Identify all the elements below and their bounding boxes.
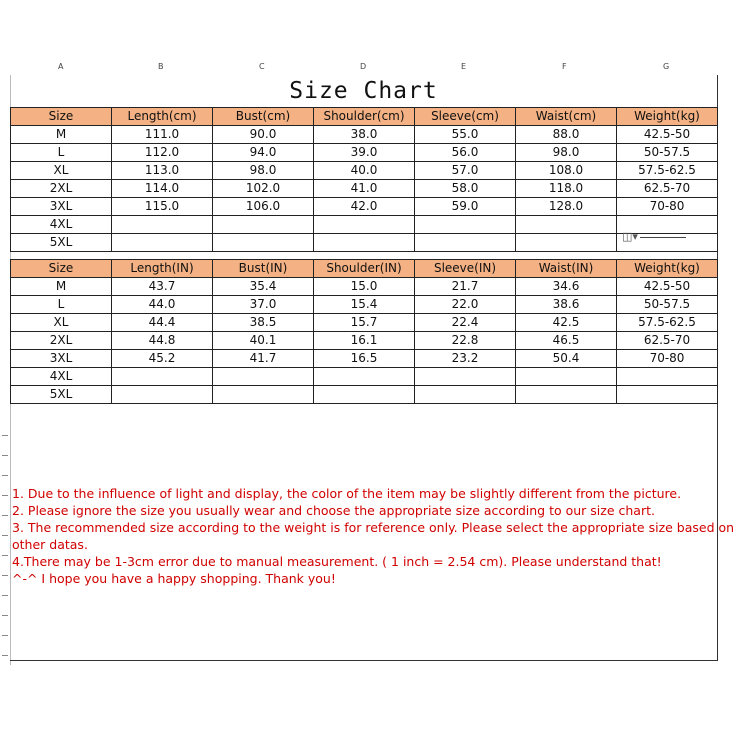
column-header-cell[interactable]: Waist(IN)	[516, 260, 617, 278]
table-cell[interactable]: 15.4	[314, 296, 415, 314]
table-cell[interactable]: 2XL	[11, 332, 112, 350]
table-row	[11, 332, 718, 350]
table-cell[interactable]: L	[11, 296, 112, 314]
table-cell[interactable]: 22.4	[415, 314, 516, 332]
table-cell[interactable]: 5XL	[11, 234, 112, 252]
table-cell[interactable]: 114.0	[112, 180, 213, 198]
table-cell[interactable]	[112, 386, 213, 404]
column-header-cell[interactable]: Weight(kg)	[617, 108, 718, 126]
table-cell[interactable]: 70-80	[617, 350, 718, 368]
page-title: Size Chart	[289, 78, 438, 104]
table-cell[interactable]: 57.5-62.5	[617, 162, 718, 180]
table-cell[interactable]	[314, 386, 415, 404]
table-cell[interactable]: 4XL	[11, 216, 112, 234]
table-row	[11, 198, 718, 216]
table-cell[interactable]: 3XL	[11, 350, 112, 368]
table-cell[interactable]: 34.6	[516, 278, 617, 296]
column-header[interactable]: A	[58, 62, 64, 71]
paste-options-icon: ◫▾	[622, 230, 638, 243]
table-cell[interactable]	[415, 216, 516, 234]
table-cell[interactable]: 16.1	[314, 332, 415, 350]
table-cell[interactable]	[516, 368, 617, 386]
table-cell[interactable]: 38.6	[516, 296, 617, 314]
table-cell[interactable]: 106.0	[213, 198, 314, 216]
table-cell[interactable]	[415, 234, 516, 252]
note-line: 1. Due to the influence of light and display, the color of the item may be slightly different from the picture.	[12, 486, 682, 501]
column-header-cell[interactable]: Length(cm)	[112, 108, 213, 126]
table-cell[interactable]: 4XL	[11, 368, 112, 386]
table-cell[interactable]: 43.7	[112, 278, 213, 296]
column-header-cell[interactable]: Size	[11, 108, 112, 126]
table-cell[interactable]: 59.0	[415, 198, 516, 216]
table-row	[11, 296, 718, 314]
table-row	[11, 350, 718, 368]
table-cell[interactable]: 42.0	[314, 198, 415, 216]
table-cell[interactable]: 88.0	[516, 126, 617, 144]
table-row	[11, 180, 718, 198]
table-header-row	[11, 108, 718, 126]
table-cell[interactable]	[415, 368, 516, 386]
table-cell[interactable]: 118.0	[516, 180, 617, 198]
table-cell[interactable]: 56.0	[415, 144, 516, 162]
column-header-bar	[0, 60, 720, 75]
column-header[interactable]: E	[461, 62, 467, 71]
table-cell[interactable]: 55.0	[415, 126, 516, 144]
table-cell[interactable]: 37.0	[213, 296, 314, 314]
table-cell[interactable]: 113.0	[112, 162, 213, 180]
table-cell[interactable]	[314, 368, 415, 386]
column-header-cell[interactable]: Bust(cm)	[213, 108, 314, 126]
table-cell[interactable]: 45.2	[112, 350, 213, 368]
table-cell[interactable]: 21.7	[415, 278, 516, 296]
table-cell[interactable]	[112, 234, 213, 252]
notes-block	[12, 485, 735, 587]
table-cell[interactable]	[213, 234, 314, 252]
table-cell[interactable]	[112, 216, 213, 234]
table-cell[interactable]: 40.1	[213, 332, 314, 350]
table-cell[interactable]: L	[11, 144, 112, 162]
table-row	[11, 234, 718, 252]
column-header[interactable]: G	[663, 62, 670, 71]
table-cell[interactable]: M	[11, 126, 112, 144]
column-header[interactable]: F	[562, 62, 567, 71]
note-line: 4.There may be 1-3cm error due to manual measurement. ( 1 inch = 2.54 cm). Please understand that!	[12, 554, 662, 569]
column-header-cell[interactable]: Waist(cm)	[516, 108, 617, 126]
table-cell[interactable]	[213, 368, 314, 386]
table-cell[interactable]: XL	[11, 314, 112, 332]
table-row	[11, 278, 718, 296]
note-line: 2. Please ignore the size you usually wear and choose the appropriate size according to our size chart.	[12, 503, 655, 518]
table-cell[interactable]: 115.0	[112, 198, 213, 216]
paste-options-button[interactable]	[622, 230, 686, 243]
table-cell[interactable]: 3XL	[11, 198, 112, 216]
table-cell[interactable]	[516, 234, 617, 252]
table-cell[interactable]: 22.0	[415, 296, 516, 314]
table-row	[11, 144, 718, 162]
table-cell[interactable]: 50-57.5	[617, 144, 718, 162]
table-cell[interactable]: 111.0	[112, 126, 213, 144]
table-cell[interactable]: 112.0	[112, 144, 213, 162]
note-line: 3. The recommended size according to the weight is for reference only. Please select the appropriate size based on	[12, 520, 735, 535]
table-cell[interactable]	[516, 386, 617, 404]
column-header[interactable]: B	[158, 62, 164, 71]
column-header[interactable]: D	[360, 62, 367, 71]
table-cell[interactable]: 50.4	[516, 350, 617, 368]
table-cell[interactable]: 16.5	[314, 350, 415, 368]
table-cell[interactable]: 98.0	[516, 144, 617, 162]
table-cell[interactable]: 108.0	[516, 162, 617, 180]
note-line: ^-^ I hope you have a happy shopping. Thank you!	[12, 571, 336, 586]
table-cell[interactable]: 44.8	[112, 332, 213, 350]
column-header-cell[interactable]: Weight(kg)	[617, 260, 718, 278]
column-header[interactable]: C	[259, 62, 265, 71]
table-cell[interactable]: 23.2	[415, 350, 516, 368]
table-header-row	[11, 260, 718, 278]
table-cell[interactable]: 15.0	[314, 278, 415, 296]
note-line: other datas.	[12, 537, 88, 552]
spreadsheet-grid	[10, 75, 735, 661]
table-cell[interactable]: 50-57.5	[617, 296, 718, 314]
table-cell[interactable]: 62.5-70	[617, 180, 718, 198]
table-cell[interactable]: 70-80	[617, 198, 718, 216]
table-cell[interactable]: 15.7	[314, 314, 415, 332]
table-row	[11, 216, 718, 234]
table-cell[interactable]: 57.0	[415, 162, 516, 180]
table-cell[interactable]	[516, 216, 617, 234]
table-cell[interactable]: 44.0	[112, 296, 213, 314]
table-cell[interactable]	[617, 386, 718, 404]
table-cell[interactable]: 44.4	[112, 314, 213, 332]
table-cell[interactable]: 2XL	[11, 180, 112, 198]
table-cell[interactable]: 35.4	[213, 278, 314, 296]
table-cell[interactable]	[314, 234, 415, 252]
column-header-cell[interactable]: Shoulder(IN)	[314, 260, 415, 278]
table-cell[interactable]: 90.0	[213, 126, 314, 144]
column-header-cell[interactable]: Shoulder(cm)	[314, 108, 415, 126]
table-cell[interactable]: 128.0	[516, 198, 617, 216]
table-cell[interactable]: 41.0	[314, 180, 415, 198]
table-cell[interactable]: 102.0	[213, 180, 314, 198]
table-cell[interactable]: 40.0	[314, 162, 415, 180]
table-cell[interactable]	[314, 216, 415, 234]
table-cell[interactable]: 5XL	[11, 386, 112, 404]
table-cell[interactable]: M	[11, 278, 112, 296]
size-table-inch	[10, 259, 718, 404]
table-cell[interactable]: 42.5-50	[617, 278, 718, 296]
table-cell[interactable]: 57.5-62.5	[617, 314, 718, 332]
size-table-cm	[10, 107, 718, 252]
table-cell[interactable]: 62.5-70	[617, 332, 718, 350]
table-cell[interactable]: 94.0	[213, 144, 314, 162]
column-header-cell[interactable]: Length(IN)	[112, 260, 213, 278]
table-row	[11, 314, 718, 332]
table-cell[interactable]: 46.5	[516, 332, 617, 350]
table-cell[interactable]: 38.0	[314, 126, 415, 144]
table-cell[interactable]: 42.5	[516, 314, 617, 332]
table-cell[interactable]	[112, 368, 213, 386]
table-cell[interactable]: 58.0	[415, 180, 516, 198]
column-header-cell[interactable]: Sleeve(cm)	[415, 108, 516, 126]
column-header-cell[interactable]: Bust(IN)	[213, 260, 314, 278]
table-cell[interactable]: 22.8	[415, 332, 516, 350]
table-cell[interactable]	[213, 386, 314, 404]
column-header-cell[interactable]: Sleeve(IN)	[415, 260, 516, 278]
table-cell[interactable]: 42.5-50	[617, 126, 718, 144]
table-row	[11, 368, 718, 386]
table-cell[interactable]	[213, 216, 314, 234]
column-header-cell[interactable]: Size	[11, 260, 112, 278]
table-cell[interactable]: XL	[11, 162, 112, 180]
table-cell[interactable]: 41.7	[213, 350, 314, 368]
table-row	[11, 162, 718, 180]
table-row	[11, 386, 718, 404]
table-cell[interactable]	[415, 386, 516, 404]
table-cell[interactable]: 98.0	[213, 162, 314, 180]
table-row	[11, 126, 718, 144]
table-cell[interactable]	[617, 368, 718, 386]
table-cell[interactable]: 38.5	[213, 314, 314, 332]
table-cell[interactable]: 39.0	[314, 144, 415, 162]
